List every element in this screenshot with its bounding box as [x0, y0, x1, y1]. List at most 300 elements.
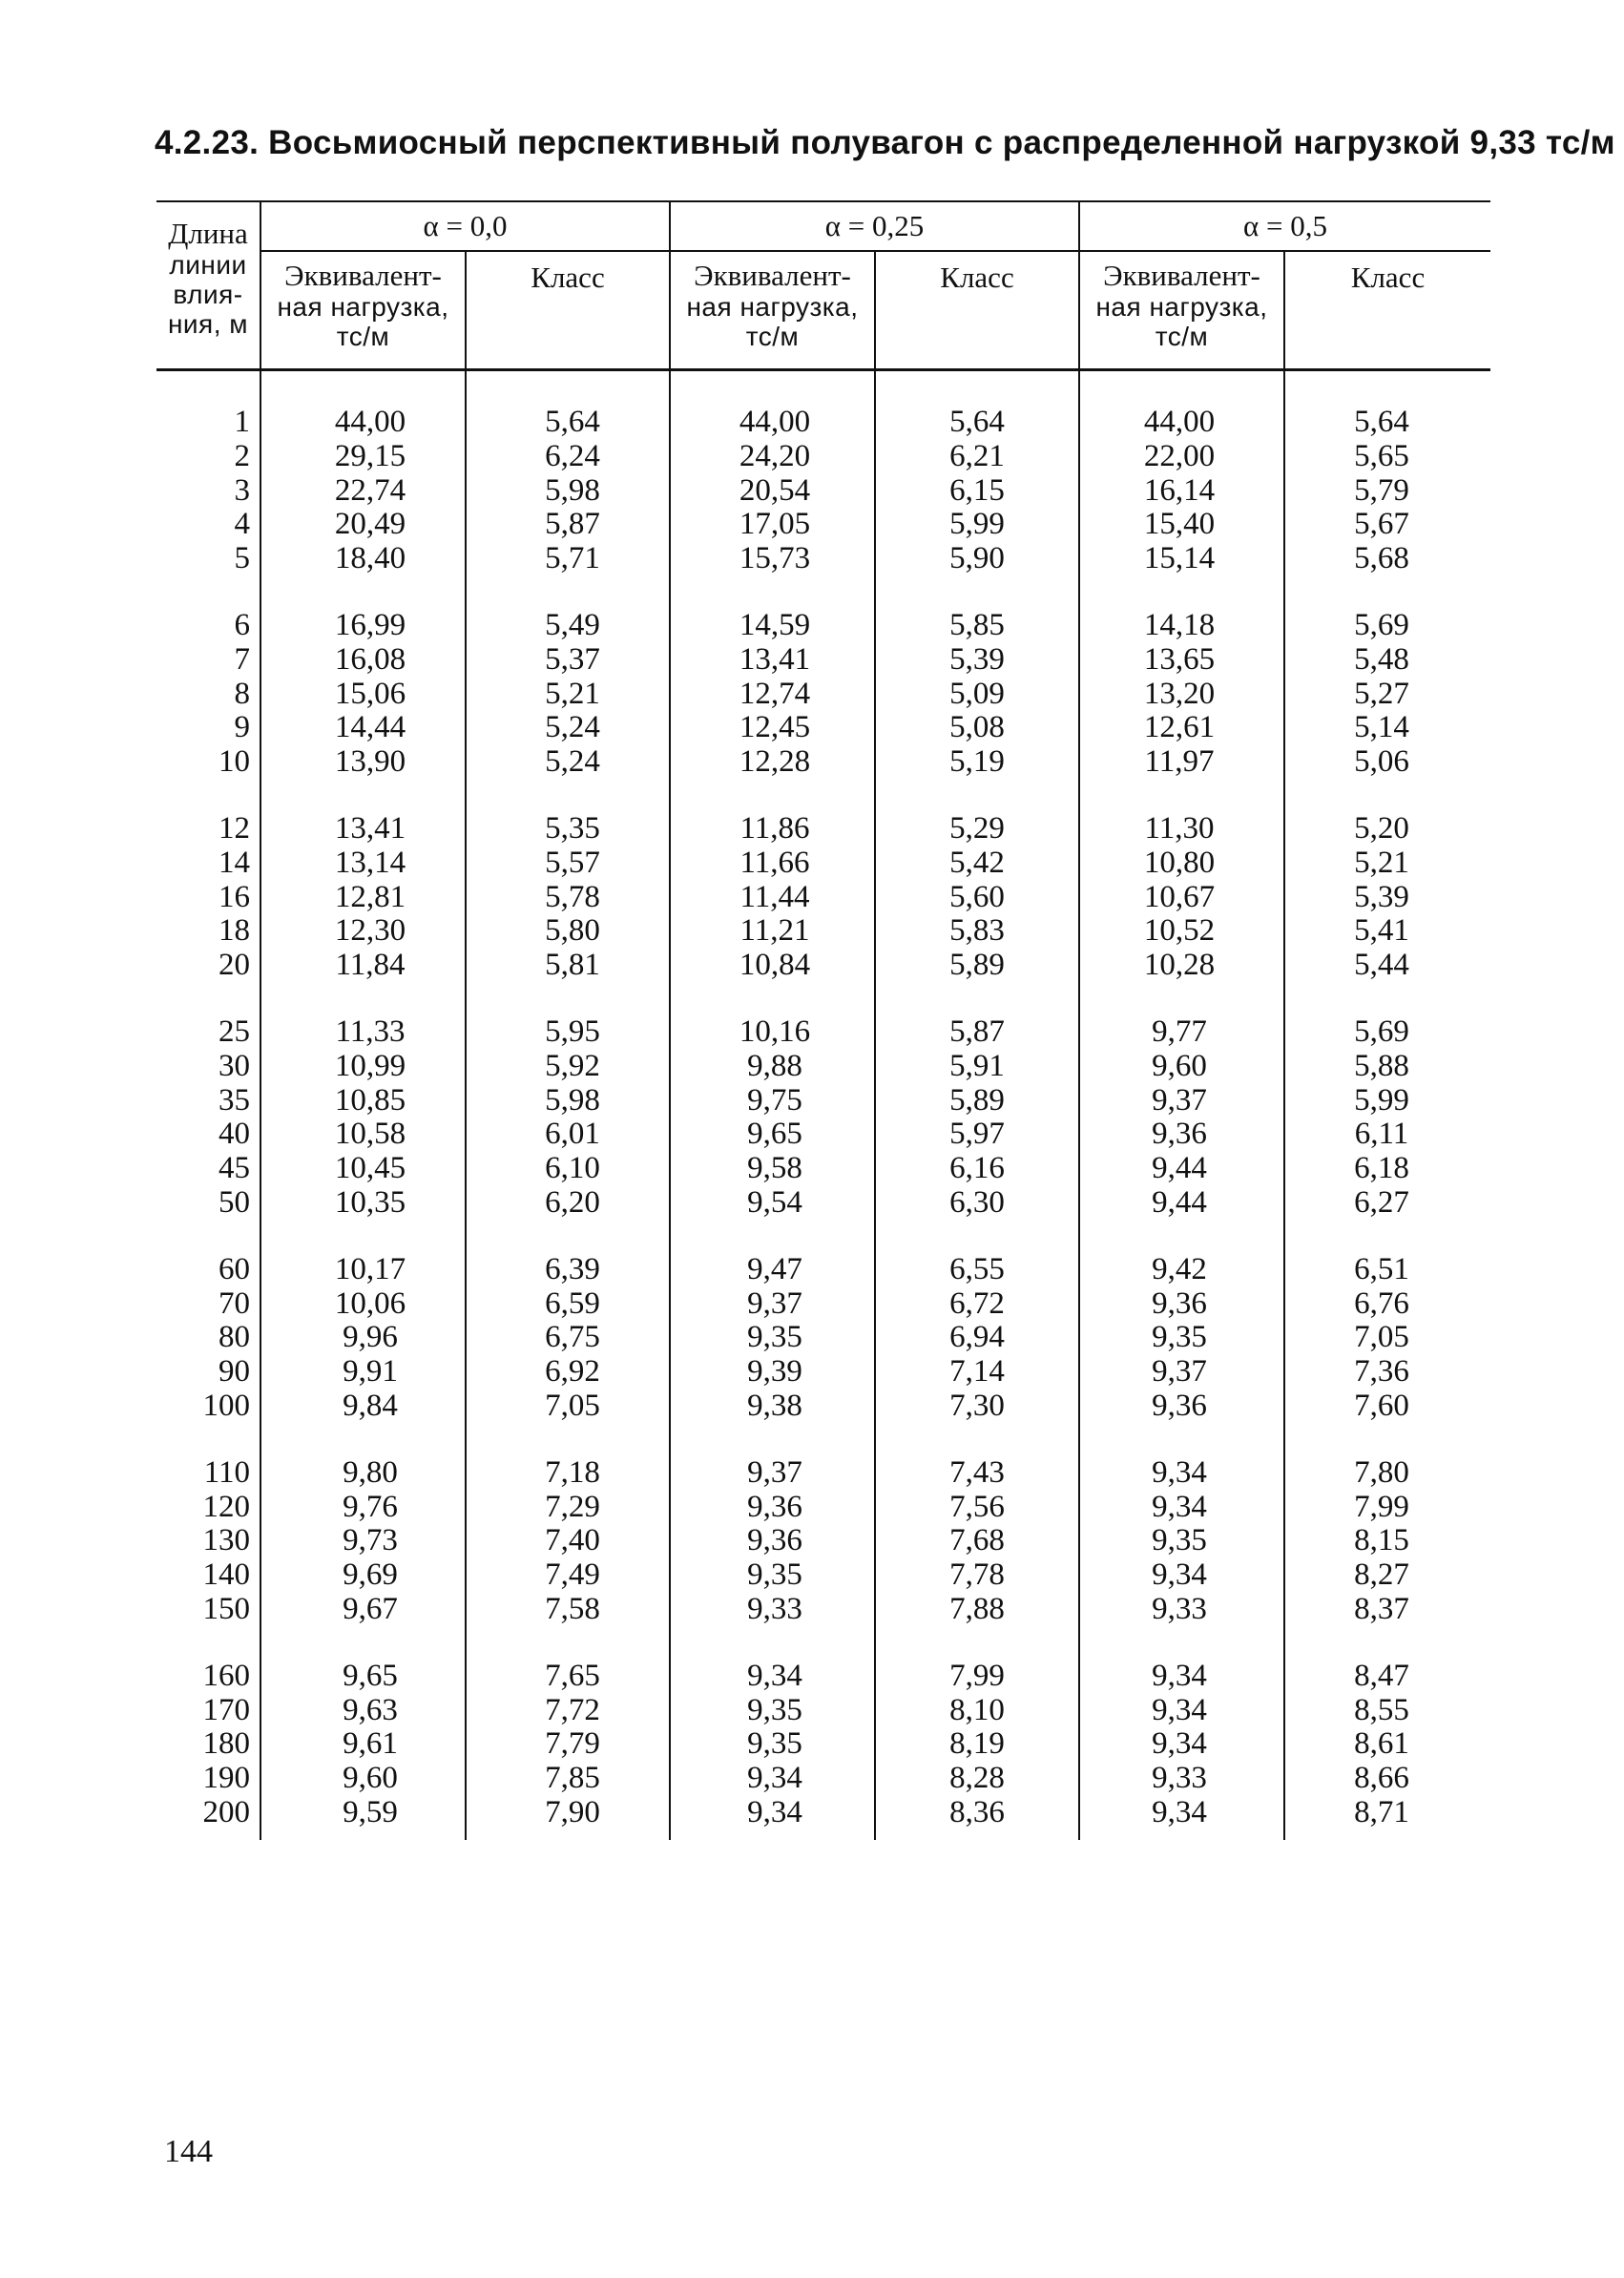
- equiv-load-cell: 9,73: [343, 1523, 398, 1558]
- group-spacer: [156, 780, 1483, 812]
- class-cell: 5,87: [545, 507, 600, 542]
- table-row: [156, 1015, 1483, 1050]
- table-row: [156, 1118, 1483, 1152]
- class-cell: 6,72: [949, 1285, 1005, 1321]
- class-cell: 5,87: [949, 1014, 1005, 1049]
- spacer-cell: [269, 1221, 471, 1253]
- equiv-load-cell: 12,81: [334, 879, 406, 914]
- class-cell: 7,49: [545, 1557, 600, 1593]
- class-cell: 7,60: [1354, 1388, 1409, 1423]
- class-cell: 7,18: [545, 1454, 600, 1490]
- class-cell: 5,89: [949, 948, 1005, 983]
- equiv-load-cell: 9,34: [1152, 1726, 1207, 1762]
- class-cell: 5,85: [949, 607, 1005, 642]
- equiv-load-line: тс/м: [1155, 322, 1209, 351]
- length-cell: 60: [219, 1251, 250, 1286]
- class-cell: 7,58: [545, 1591, 600, 1626]
- spacer-cell: [1078, 1627, 1280, 1660]
- spacer-cell: [674, 1424, 876, 1456]
- table-row: [156, 949, 1483, 983]
- equiv-load-cell: 20,49: [334, 507, 406, 542]
- equiv-load-line: Эквивалент-: [1103, 259, 1260, 292]
- equiv-load-cell: 20,54: [739, 472, 811, 508]
- length-cell: 200: [202, 1794, 250, 1829]
- table-row: [156, 711, 1483, 745]
- class-cell: 5,06: [1354, 744, 1409, 780]
- class-cell: 5,69: [1354, 607, 1409, 642]
- equiv-load-cell: 13,41: [334, 810, 406, 846]
- class-cell: 5,81: [545, 948, 600, 983]
- class-cell: 8,10: [949, 1692, 1005, 1727]
- class-cell: 5,41: [1354, 913, 1409, 949]
- table-row: [156, 1558, 1483, 1593]
- class-cell: 5,24: [545, 710, 600, 745]
- spacer-cell: [1078, 780, 1280, 812]
- table-row: [156, 812, 1483, 846]
- spacer-cell: [156, 576, 269, 609]
- equiv-load-cell: 9,36: [747, 1523, 802, 1558]
- class-cell: 6,39: [545, 1251, 600, 1286]
- class-cell: 8,66: [1354, 1761, 1409, 1796]
- equiv-load-cell: 9,69: [343, 1557, 398, 1593]
- table-row: [156, 1593, 1483, 1627]
- length-header-line: влия-: [173, 280, 243, 309]
- class-cell: 7,68: [949, 1523, 1005, 1558]
- equiv-load-line: тс/м: [745, 322, 800, 351]
- table-row: [156, 1727, 1483, 1762]
- table-row: [156, 678, 1483, 712]
- equiv-load-cell: 11,86: [739, 810, 810, 846]
- spacer-cell: [1280, 1424, 1483, 1456]
- length-cell: 170: [202, 1692, 250, 1727]
- class-cell: 5,99: [949, 507, 1005, 542]
- table-row: [156, 609, 1483, 643]
- equiv-load-cell: 9,76: [343, 1489, 398, 1524]
- length-cell: 3: [234, 472, 250, 508]
- length-cell: 20: [219, 948, 250, 983]
- equiv-load-cell: 9,96: [343, 1320, 398, 1355]
- table-row: [156, 1050, 1483, 1084]
- equiv-load-cell: 9,44: [1152, 1151, 1207, 1186]
- length-header-line: линии: [169, 250, 247, 280]
- equiv-load-cell: 9,35: [1152, 1320, 1207, 1355]
- equiv-load-cell: 15,40: [1143, 507, 1216, 542]
- spacer-cell: [156, 983, 269, 1015]
- equiv-load-cell: 10,84: [739, 948, 811, 983]
- spacer-cell: [674, 983, 876, 1015]
- equiv-load-cell: 12,30: [334, 913, 406, 949]
- table-row: [156, 1796, 1483, 1830]
- class-cell: 7,65: [545, 1658, 600, 1693]
- length-cell: 100: [202, 1388, 250, 1423]
- table-row: [156, 1390, 1483, 1424]
- class-cell: 5,83: [949, 913, 1005, 949]
- class-cell: 8,47: [1354, 1658, 1409, 1693]
- equiv-load-cell: 9,38: [747, 1388, 802, 1423]
- class-cell: 6,20: [545, 1184, 600, 1220]
- spacer-cell: [674, 780, 876, 812]
- equiv-load-cell: 10,45: [334, 1151, 406, 1186]
- class-cell: 5,21: [1354, 845, 1409, 880]
- equiv-load-cell: 9,65: [343, 1658, 398, 1693]
- equiv-load-cell: 13,14: [334, 845, 406, 880]
- class-cell: 5,64: [1354, 405, 1409, 439]
- class-cell: 5,65: [1354, 438, 1409, 473]
- equiv-load-line: ная нагрузка,: [686, 292, 859, 322]
- spacer-cell: [156, 1221, 269, 1253]
- equiv-load-cell: 11,44: [739, 879, 810, 914]
- equiv-load-cell: 10,99: [334, 1048, 406, 1083]
- spacer-cell: [876, 1627, 1078, 1660]
- equiv-load-cell: 9,34: [1152, 1692, 1207, 1727]
- class-cell: 7,72: [545, 1692, 600, 1727]
- class-cell: 5,08: [949, 710, 1005, 745]
- class-cell: 5,27: [1354, 676, 1409, 711]
- class-cell: 6,94: [949, 1320, 1005, 1355]
- class-cell: 5,95: [545, 1014, 600, 1049]
- length-cell: 160: [202, 1658, 250, 1693]
- length-cell: 90: [219, 1354, 250, 1390]
- equiv-load-cell: 9,37: [1152, 1082, 1207, 1118]
- equiv-load-cell: 12,61: [1143, 710, 1216, 745]
- table-row: [156, 643, 1483, 678]
- equiv-load-cell: 9,63: [343, 1692, 398, 1727]
- class-cell: 5,29: [949, 810, 1005, 846]
- spacer-cell: [156, 780, 269, 812]
- table-row: [156, 881, 1483, 915]
- equiv-load-cell: 11,66: [739, 845, 810, 880]
- spacer-cell: [471, 576, 674, 609]
- equiv-load-cell: 9,34: [1152, 1658, 1207, 1693]
- class-cell: 7,80: [1354, 1454, 1409, 1490]
- equiv-load-cell: 12,45: [739, 710, 811, 745]
- table-row: [156, 1491, 1483, 1525]
- equiv-load-cell: 13,90: [334, 744, 406, 780]
- class-cell: 7,36: [1354, 1354, 1409, 1390]
- class-cell: 5,88: [1354, 1048, 1409, 1083]
- equiv-load-cell: 9,34: [747, 1794, 802, 1829]
- group-spacer: [156, 1627, 1483, 1660]
- class-cell: 5,39: [949, 641, 1005, 677]
- equiv-load-cell: 10,16: [739, 1014, 811, 1049]
- length-header-line: Длина: [168, 217, 248, 250]
- equiv-load-cell: 9,37: [747, 1454, 802, 1490]
- equiv-load-cell: 10,67: [1143, 879, 1216, 914]
- class-cell: 7,78: [949, 1557, 1005, 1593]
- class-cell: 6,75: [545, 1320, 600, 1355]
- length-cell: 190: [202, 1761, 250, 1796]
- equiv-load-cell: 9,58: [747, 1151, 802, 1186]
- equiv-load-cell: 9,67: [343, 1591, 398, 1626]
- length-cell: 7: [234, 641, 250, 677]
- table-row: [156, 1186, 1483, 1221]
- class-cell: 5,19: [949, 744, 1005, 780]
- length-cell: 40: [219, 1117, 250, 1152]
- length-cell: 45: [219, 1151, 250, 1186]
- table-row: [156, 440, 1483, 474]
- group-spacer: [156, 576, 1483, 609]
- length-cell: 150: [202, 1591, 250, 1626]
- class-cell: 5,44: [1354, 948, 1409, 983]
- equiv-load-cell: 9,44: [1152, 1184, 1207, 1220]
- class-cell: 6,18: [1354, 1151, 1409, 1186]
- class-header: Класс: [1350, 261, 1426, 294]
- equiv-load-cell: 10,80: [1143, 845, 1216, 880]
- class-cell: 5,35: [545, 810, 600, 846]
- class-cell: 5,37: [545, 641, 600, 677]
- spacer-cell: [471, 983, 674, 1015]
- class-cell: 5,67: [1354, 507, 1409, 542]
- class-cell: 7,99: [949, 1658, 1005, 1693]
- class-cell: 6,27: [1354, 1184, 1409, 1220]
- class-cell: 5,49: [545, 607, 600, 642]
- equiv-load-cell: 9,35: [747, 1557, 802, 1593]
- class-cell: 5,60: [949, 879, 1005, 914]
- equiv-load-cell: 9,65: [747, 1117, 802, 1152]
- equiv-load-cell: 9,34: [747, 1658, 802, 1693]
- class-cell: 7,14: [949, 1354, 1005, 1390]
- spacer-cell: [471, 780, 674, 812]
- equiv-load-cell: 29,15: [334, 438, 406, 473]
- table-row: [156, 1084, 1483, 1118]
- equiv-load-cell: 9,35: [747, 1726, 802, 1762]
- class-cell: 6,59: [545, 1285, 600, 1321]
- table-row: [156, 1287, 1483, 1322]
- data-table-body: [156, 406, 1483, 1830]
- class-cell: 6,21: [949, 438, 1005, 473]
- table-row: [156, 846, 1483, 881]
- class-cell: 7,05: [1354, 1320, 1409, 1355]
- equiv-load-cell: 14,44: [334, 710, 406, 745]
- spacer-cell: [876, 576, 1078, 609]
- length-header-line: ния, м: [167, 309, 249, 339]
- class-cell: 6,01: [545, 1117, 600, 1152]
- equiv-load-cell: 18,40: [334, 541, 406, 576]
- equiv-load-cell: 9,61: [343, 1726, 398, 1762]
- table-title: 4.2.23. Восьмиосный перспективный полувагон с распределенной нагрузкой 9,33 тс/м: [155, 124, 1615, 161]
- class-cell: 5,64: [545, 405, 600, 439]
- equiv-load-cell: 14,18: [1143, 607, 1216, 642]
- class-cell: 5,80: [545, 913, 600, 949]
- equiv-load-cell: 13,41: [739, 641, 811, 677]
- length-cell: 8: [234, 676, 250, 711]
- class-cell: 6,76: [1354, 1285, 1409, 1321]
- class-cell: 5,99: [1354, 1082, 1409, 1118]
- equiv-load-cell: 9,37: [747, 1285, 802, 1321]
- table-row: [156, 1456, 1483, 1491]
- class-cell: 6,24: [545, 438, 600, 473]
- class-cell: 7,85: [545, 1761, 600, 1796]
- equiv-load-cell: 9,54: [747, 1184, 802, 1220]
- equiv-load-cell: 16,14: [1143, 472, 1216, 508]
- table-row: [156, 1253, 1483, 1287]
- class-cell: 7,79: [545, 1726, 600, 1762]
- equiv-load-cell: 9,33: [1152, 1761, 1207, 1796]
- class-cell: 8,19: [949, 1726, 1005, 1762]
- length-cell: 140: [202, 1557, 250, 1593]
- length-cell: 18: [219, 913, 250, 949]
- equiv-load-cell: 9,88: [747, 1048, 802, 1083]
- equiv-load-line: тс/м: [336, 322, 390, 351]
- spacer-cell: [1078, 1424, 1280, 1456]
- equiv-load-cell: 9,36: [747, 1489, 802, 1524]
- equiv-load-cell: 15,06: [334, 676, 406, 711]
- class-cell: 5,69: [1354, 1014, 1409, 1049]
- spacer-cell: [471, 1627, 674, 1660]
- table-row: [156, 1694, 1483, 1728]
- spacer-cell: [1280, 983, 1483, 1015]
- class-cell: 8,28: [949, 1761, 1005, 1796]
- length-cell: 70: [219, 1285, 250, 1321]
- spacer-cell: [269, 1627, 471, 1660]
- length-cell: 14: [219, 845, 250, 880]
- equiv-load-cell: 11,84: [335, 948, 406, 983]
- table-row: [156, 1321, 1483, 1355]
- equiv-load-cell: 44,00: [1143, 405, 1216, 439]
- spacer-cell: [1280, 1221, 1483, 1253]
- spacer-cell: [269, 576, 471, 609]
- equiv-load-cell: 9,34: [1152, 1489, 1207, 1524]
- equiv-load-cell: 9,77: [1152, 1014, 1207, 1049]
- equiv-load-cell: 10,85: [334, 1082, 406, 1118]
- table-row: [156, 474, 1483, 509]
- class-cell: 7,40: [545, 1523, 600, 1558]
- class-cell: 7,90: [545, 1794, 600, 1829]
- length-cell: 4: [234, 507, 250, 542]
- class-cell: 8,71: [1354, 1794, 1409, 1829]
- class-cell: 5,14: [1354, 710, 1409, 745]
- class-cell: 5,42: [949, 845, 1005, 880]
- length-cell: 35: [219, 1082, 250, 1118]
- length-cell: 120: [202, 1489, 250, 1524]
- equiv-load-cell: 17,05: [739, 507, 811, 542]
- spacer-cell: [269, 780, 471, 812]
- spacer-cell: [1078, 576, 1280, 609]
- spacer-cell: [674, 1221, 876, 1253]
- equiv-load-cell: 10,17: [334, 1251, 406, 1286]
- equiv-load-cell: 9,42: [1152, 1251, 1207, 1286]
- class-cell: 5,68: [1354, 541, 1409, 576]
- length-cell: 5: [234, 541, 250, 576]
- class-cell: 5,98: [545, 472, 600, 508]
- equiv-load-cell: 9,36: [1152, 1388, 1207, 1423]
- equiv-load-cell: 9,35: [747, 1320, 802, 1355]
- equiv-load-cell: 9,35: [747, 1692, 802, 1727]
- length-cell: 6: [234, 607, 250, 642]
- table-row: [156, 1762, 1483, 1796]
- class-cell: 7,99: [1354, 1489, 1409, 1524]
- table-row: [156, 1355, 1483, 1390]
- class-cell: 5,98: [545, 1082, 600, 1118]
- group-spacer: [156, 1424, 1483, 1456]
- length-cell: 1: [234, 405, 250, 439]
- class-cell: 7,29: [545, 1489, 600, 1524]
- class-cell: 8,55: [1354, 1692, 1409, 1727]
- header-bottom-rule: [156, 368, 1490, 371]
- class-cell: 5,91: [949, 1048, 1005, 1083]
- equiv-load-cell: 9,60: [1152, 1048, 1207, 1083]
- class-cell: 7,30: [949, 1388, 1005, 1423]
- class-cell: 6,15: [949, 472, 1005, 508]
- spacer-cell: [269, 983, 471, 1015]
- spacer-cell: [156, 1424, 269, 1456]
- equiv-load-header: [671, 260, 874, 351]
- equiv-load-cell: 10,06: [334, 1285, 406, 1321]
- equiv-load-cell: 16,08: [334, 641, 406, 677]
- table-row: [156, 914, 1483, 949]
- length-cell: 80: [219, 1320, 250, 1355]
- equiv-load-cell: 13,20: [1143, 676, 1216, 711]
- class-cell: 5,64: [949, 405, 1005, 439]
- table-row: [156, 508, 1483, 542]
- equiv-load-cell: 10,28: [1143, 948, 1216, 983]
- equiv-load-cell: 9,75: [747, 1082, 802, 1118]
- equiv-load-cell: 9,84: [343, 1388, 398, 1423]
- table-row: [156, 1660, 1483, 1694]
- spacer-cell: [876, 780, 1078, 812]
- equiv-load-cell: 9,34: [747, 1761, 802, 1796]
- class-cell: 6,11: [1354, 1117, 1409, 1152]
- spacer-cell: [471, 1221, 674, 1253]
- class-cell: 5,71: [545, 541, 600, 576]
- equiv-load-cell: 15,14: [1143, 541, 1216, 576]
- equiv-load-cell: 9,36: [1152, 1117, 1207, 1152]
- equiv-load-cell: 9,91: [343, 1354, 398, 1390]
- equiv-load-cell: 44,00: [334, 405, 406, 439]
- class-cell: 5,89: [949, 1082, 1005, 1118]
- equiv-load-cell: 11,21: [739, 913, 810, 949]
- equiv-load-line: Эквивалент-: [694, 259, 851, 292]
- alpha-group-header: α = 0,25: [824, 209, 925, 242]
- spacer-cell: [1078, 983, 1280, 1015]
- class-cell: 7,88: [949, 1591, 1005, 1626]
- length-cell: 16: [219, 879, 250, 914]
- table-row: [156, 1524, 1483, 1558]
- spacer-cell: [1280, 1627, 1483, 1660]
- equiv-load-cell: 15,73: [739, 541, 811, 576]
- class-cell: 5,79: [1354, 472, 1409, 508]
- equiv-load-header: [1080, 260, 1283, 351]
- equiv-load-cell: 24,20: [739, 438, 811, 473]
- spacer-cell: [674, 1627, 876, 1660]
- class-cell: 7,56: [949, 1489, 1005, 1524]
- page-number: 144: [164, 2134, 213, 2169]
- equiv-load-cell: 9,34: [1152, 1557, 1207, 1593]
- equiv-load-cell: 10,58: [334, 1117, 406, 1152]
- spacer-cell: [269, 1424, 471, 1456]
- spacer-cell: [876, 1221, 1078, 1253]
- equiv-load-cell: 16,99: [334, 607, 406, 642]
- table-row: [156, 542, 1483, 576]
- spacer-cell: [674, 576, 876, 609]
- class-cell: 8,61: [1354, 1726, 1409, 1762]
- equiv-load-cell: 9,39: [747, 1354, 802, 1390]
- class-cell: 5,48: [1354, 641, 1409, 677]
- data-table: [156, 406, 1483, 1830]
- alpha-group-header: α = 0,0: [423, 209, 508, 242]
- equiv-load-cell: 9,34: [1152, 1794, 1207, 1829]
- equiv-load-cell: 22,74: [334, 472, 406, 508]
- equiv-load-cell: 9,36: [1152, 1285, 1207, 1321]
- alpha-group-header: α = 0,5: [1243, 209, 1327, 242]
- equiv-load-cell: 9,80: [343, 1454, 398, 1490]
- class-cell: 6,51: [1354, 1251, 1409, 1286]
- equiv-load-cell: 9,35: [1152, 1523, 1207, 1558]
- equiv-load-cell: 9,60: [343, 1761, 398, 1796]
- class-cell: 5,97: [949, 1117, 1005, 1152]
- class-cell: 8,15: [1354, 1523, 1409, 1558]
- equiv-load-cell: 9,33: [1152, 1591, 1207, 1626]
